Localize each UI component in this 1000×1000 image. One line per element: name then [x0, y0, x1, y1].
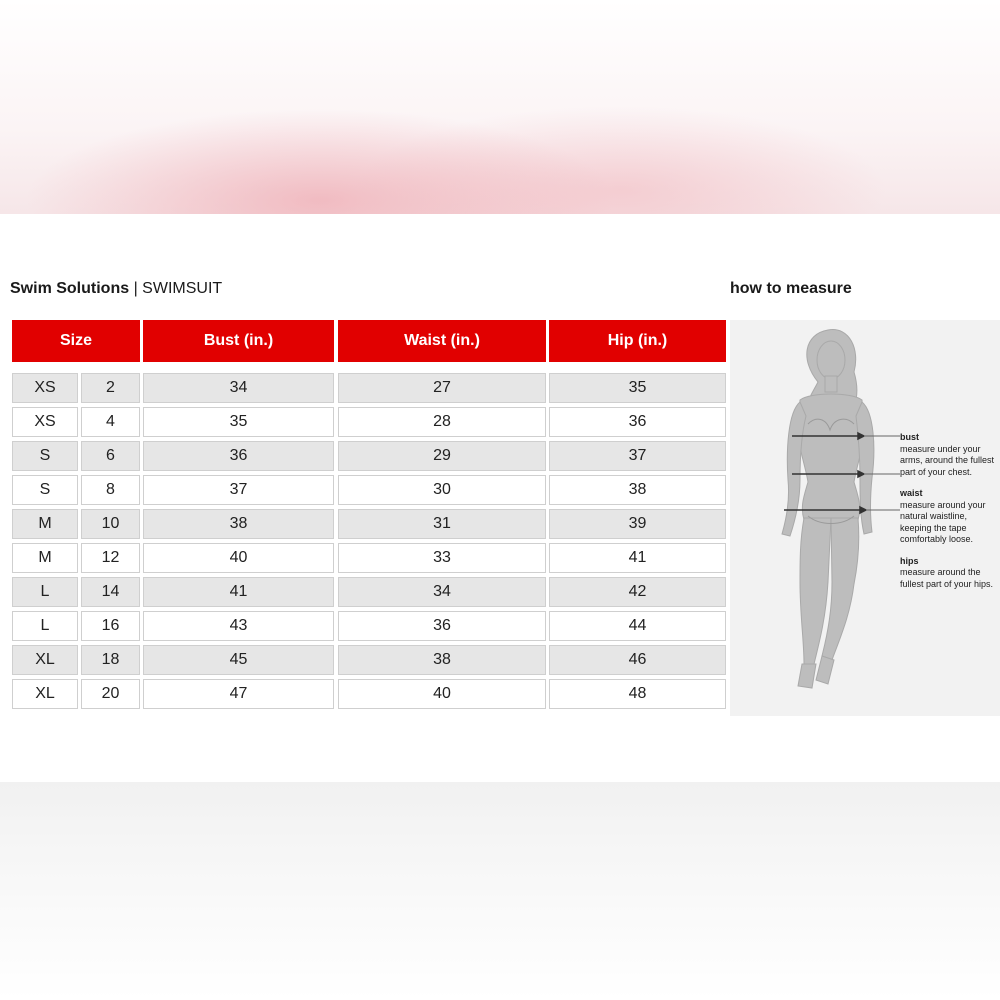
cell-hip: 42: [549, 577, 726, 607]
cell-size-letter: M: [12, 543, 78, 573]
cell-hip: 41: [549, 543, 726, 573]
brand-title: [10, 280, 222, 298]
cell-waist: 33: [338, 543, 546, 573]
cell-hip: 36: [549, 407, 726, 437]
note-hips: [900, 556, 996, 591]
cell-waist: 30: [338, 475, 546, 505]
cell-size-number: 4: [81, 407, 140, 437]
cell-waist: 40: [338, 679, 546, 709]
cell-hip: 39: [549, 509, 726, 539]
cell-size-letter: XS: [12, 407, 78, 437]
cell-size-letter: XS: [12, 373, 78, 403]
note-bust-title: bust: [900, 432, 919, 442]
cell-size-letter: S: [12, 475, 78, 505]
brand-name: Swim Solutions: [10, 280, 130, 297]
cell-size-number: 14: [81, 577, 140, 607]
top-background-blur: [0, 0, 1000, 214]
measure-notes: [900, 432, 996, 600]
cell-bust: 40: [143, 543, 334, 573]
cell-waist: 36: [338, 611, 546, 641]
cell-hip: 46: [549, 645, 726, 675]
cell-waist: 31: [338, 509, 546, 539]
cell-bust: 38: [143, 509, 334, 539]
cell-bust: 45: [143, 645, 334, 675]
cell-size-number: 8: [81, 475, 140, 505]
note-waist-title: waist: [900, 488, 923, 498]
note-hips-title: hips: [900, 555, 919, 566]
brand-separator: |: [129, 280, 143, 297]
cell-size-number: 6: [81, 441, 140, 471]
note-bust: [900, 432, 996, 478]
brand-category: SWIMSUIT: [142, 280, 223, 297]
cell-bust: 41: [143, 577, 334, 607]
cell-bust: 36: [143, 441, 334, 471]
cell-size-letter: L: [12, 577, 78, 607]
cell-size-letter: L: [12, 611, 78, 641]
header-bust: Bust (in.): [143, 320, 334, 362]
cell-bust: 43: [143, 611, 334, 641]
note-bust-text: measure under your arms, around the fullest part of your chest.: [900, 443, 995, 477]
cell-size-number: 18: [81, 645, 140, 675]
how-to-measure-title: how to measure: [730, 280, 852, 297]
cell-waist: 38: [338, 645, 546, 675]
note-waist-text: measure around your natural waistline, keeping the tape comfortably loose.: [900, 499, 986, 544]
cell-size-number: 10: [81, 509, 140, 539]
cell-bust: 37: [143, 475, 334, 505]
cell-waist: 34: [338, 577, 546, 607]
cell-waist: 28: [338, 407, 546, 437]
note-hips-text: measure around the fullest part of your hips.: [900, 567, 994, 589]
cell-size-number: 20: [81, 679, 140, 709]
cell-hip: 37: [549, 441, 726, 471]
cell-size-number: 2: [81, 373, 140, 403]
header-hip: Hip (in.): [549, 320, 726, 362]
cell-size-number: 12: [81, 543, 140, 573]
cell-size-letter: M: [12, 509, 78, 539]
cell-size-letter: XL: [12, 679, 78, 709]
header-size: Size: [12, 320, 140, 362]
cell-size-number: 16: [81, 611, 140, 641]
cell-bust: 47: [143, 679, 334, 709]
cell-hip: 35: [549, 373, 726, 403]
cell-hip: 44: [549, 611, 726, 641]
header-waist: Waist (in.): [338, 320, 546, 362]
cell-bust: 34: [143, 373, 334, 403]
cell-waist: 27: [338, 373, 546, 403]
cell-hip: 48: [549, 679, 726, 709]
cell-size-letter: S: [12, 441, 78, 471]
cell-bust: 35: [143, 407, 334, 437]
bottom-background-blur: [0, 782, 1000, 1000]
note-waist: [900, 488, 996, 546]
cell-size-letter: XL: [12, 645, 78, 675]
cell-waist: 29: [338, 441, 546, 471]
cell-hip: 38: [549, 475, 726, 505]
